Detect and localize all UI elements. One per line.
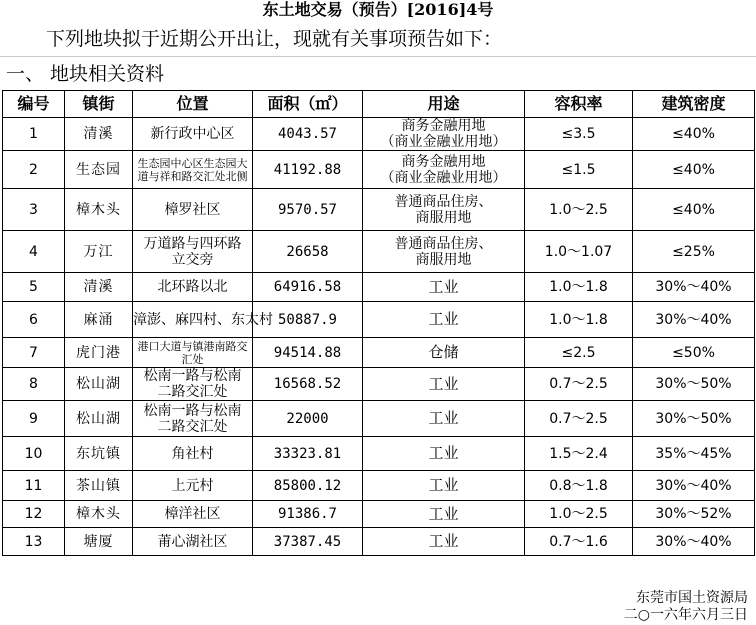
- area-cell: 64916.58: [253, 273, 363, 302]
- table-row: [3, 231, 755, 273]
- area-cell: 94514.88: [253, 338, 363, 368]
- divider: [0, 56, 756, 57]
- far-cell: 0.8～1.8: [525, 471, 633, 501]
- row-number: 3: [3, 189, 65, 231]
- use-cell: 工业: [363, 368, 525, 401]
- use-cell: 工业: [363, 501, 525, 528]
- far-cell: 1.5～2.4: [525, 437, 633, 471]
- town-cell: 塘厦: [65, 528, 133, 556]
- density-cell: 30%～40%: [633, 273, 755, 302]
- row-number: 13: [3, 528, 65, 556]
- density-cell: ≤50%: [633, 338, 755, 368]
- row-number: 6: [3, 302, 65, 338]
- table-row: [3, 189, 755, 231]
- use-cell: 工业: [363, 471, 525, 501]
- town-cell: 生态园: [65, 151, 133, 189]
- table-row: [3, 151, 755, 189]
- table-header-row: [3, 91, 755, 118]
- document-title: 东土地交易（预告）[2016]4号: [262, 0, 494, 19]
- area-cell: 41192.88: [253, 151, 363, 189]
- location-cell: 生态园中心区生态园大道与祥和路交汇处北侧: [133, 151, 253, 189]
- table-row: [3, 302, 755, 338]
- far-cell: 0.7～2.5: [525, 368, 633, 401]
- use-cell: 工业: [363, 437, 525, 471]
- town-cell: 万江: [65, 231, 133, 273]
- row-number: 2: [3, 151, 65, 189]
- row-number: 11: [3, 471, 65, 501]
- row-number: 7: [3, 338, 65, 368]
- area-cell: 33323.81: [253, 437, 363, 471]
- location-cell: 松南一路与松南 二路交汇处: [133, 368, 253, 401]
- far-cell: 1.0～1.07: [525, 231, 633, 273]
- area-cell: 37387.45: [253, 528, 363, 556]
- use-cell: 普通商品住房、 商服用地: [363, 189, 525, 231]
- town-cell: 清溪: [65, 118, 133, 151]
- area-cell: 22000: [253, 401, 363, 437]
- far-cell: 1.0～1.8: [525, 302, 633, 338]
- header-far: 容积率: [525, 91, 633, 118]
- town-cell: 虎门港: [65, 338, 133, 368]
- town-cell: 茶山镇: [65, 471, 133, 501]
- location-cell: 漳澎、麻四村、东太村: [133, 302, 253, 338]
- header-no: 编号: [3, 91, 65, 118]
- density-cell: 30%～40%: [633, 302, 755, 338]
- location-cell: 上元村: [133, 471, 253, 501]
- issuing-authority: 东莞市国土资源局: [636, 590, 748, 606]
- density-cell: 35%～45%: [633, 437, 755, 471]
- density-cell: ≤25%: [633, 231, 755, 273]
- area-cell: 50887.9: [253, 302, 363, 338]
- area-cell: 9570.57: [253, 189, 363, 231]
- table-row: [3, 401, 755, 437]
- row-number: 9: [3, 401, 65, 437]
- table-row: [3, 471, 755, 501]
- area-cell: 91386.7: [253, 501, 363, 528]
- header-use: 用途: [363, 91, 525, 118]
- far-cell: 0.7～1.6: [525, 528, 633, 556]
- row-number: 12: [3, 501, 65, 528]
- header-town: 镇街: [65, 91, 133, 118]
- land-parcel-table: [2, 90, 755, 556]
- use-cell: 商务金融用地 （商业金融业用地）: [363, 151, 525, 189]
- location-cell: 万道路与四环路 立交旁: [133, 231, 253, 273]
- use-cell: 普通商品住房、 商服用地: [363, 231, 525, 273]
- density-cell: ≤40%: [633, 118, 755, 151]
- town-cell: 松山湖: [65, 401, 133, 437]
- town-cell: 樟木头: [65, 189, 133, 231]
- use-cell: 商务金融用地 （商业金融业用地）: [363, 118, 525, 151]
- density-cell: ≤40%: [633, 151, 755, 189]
- table-row: [3, 118, 755, 151]
- location-cell: 松南一路与松南 二路交汇处: [133, 401, 253, 437]
- far-cell: 0.7～2.5: [525, 401, 633, 437]
- row-number: 5: [3, 273, 65, 302]
- use-cell: 工业: [363, 273, 525, 302]
- row-number: 10: [3, 437, 65, 471]
- location-cell: 港口大道与镇港南路交汇处: [133, 338, 253, 368]
- far-cell: 1.0～1.8: [525, 273, 633, 302]
- location-cell: 樟罗社区: [133, 189, 253, 231]
- intro-text: 下列地块拟于近期公开出让，现就有关事项预告如下：: [46, 28, 503, 50]
- header-area: 面积（㎡）: [253, 91, 363, 118]
- section-heading: 一、 地块相关资料: [6, 63, 165, 85]
- table-row: [3, 528, 755, 556]
- table-row: [3, 368, 755, 401]
- row-number: 8: [3, 368, 65, 401]
- table-row: [3, 501, 755, 528]
- location-cell: 角社村: [133, 437, 253, 471]
- row-number: 4: [3, 231, 65, 273]
- density-cell: 30%～52%: [633, 501, 755, 528]
- location-cell: 樟洋社区: [133, 501, 253, 528]
- density-cell: 30%～50%: [633, 368, 755, 401]
- use-cell: 工业: [363, 528, 525, 556]
- location-cell: 北环路以北: [133, 273, 253, 302]
- far-cell: ≤1.5: [525, 151, 633, 189]
- use-cell: 工业: [363, 401, 525, 437]
- density-cell: 30%～40%: [633, 528, 755, 556]
- location-cell: 莆心湖社区: [133, 528, 253, 556]
- row-number: 1: [3, 118, 65, 151]
- area-cell: 16568.52: [253, 368, 363, 401]
- header-density: 建筑密度: [633, 91, 755, 118]
- table-row: [3, 437, 755, 471]
- use-cell: 仓储: [363, 338, 525, 368]
- town-cell: 东坑镇: [65, 437, 133, 471]
- far-cell: ≤3.5: [525, 118, 633, 151]
- far-cell: 1.0～2.5: [525, 501, 633, 528]
- location-cell: 新行政中心区: [133, 118, 253, 151]
- use-cell: 工业: [363, 302, 525, 338]
- table-row: [3, 273, 755, 302]
- header-location: 位置: [133, 91, 253, 118]
- area-cell: 26658: [253, 231, 363, 273]
- density-cell: 30%～50%: [633, 401, 755, 437]
- far-cell: ≤2.5: [525, 338, 633, 368]
- town-cell: 清溪: [65, 273, 133, 302]
- area-cell: 85800.12: [253, 471, 363, 501]
- area-cell: 4043.57: [253, 118, 363, 151]
- town-cell: 松山湖: [65, 368, 133, 401]
- issue-date: 二○一六年六月三日: [623, 607, 748, 623]
- density-cell: ≤40%: [633, 189, 755, 231]
- town-cell: 樟木头: [65, 501, 133, 528]
- density-cell: 30%～40%: [633, 471, 755, 501]
- table-row: [3, 338, 755, 368]
- town-cell: 麻涌: [65, 302, 133, 338]
- far-cell: 1.0～2.5: [525, 189, 633, 231]
